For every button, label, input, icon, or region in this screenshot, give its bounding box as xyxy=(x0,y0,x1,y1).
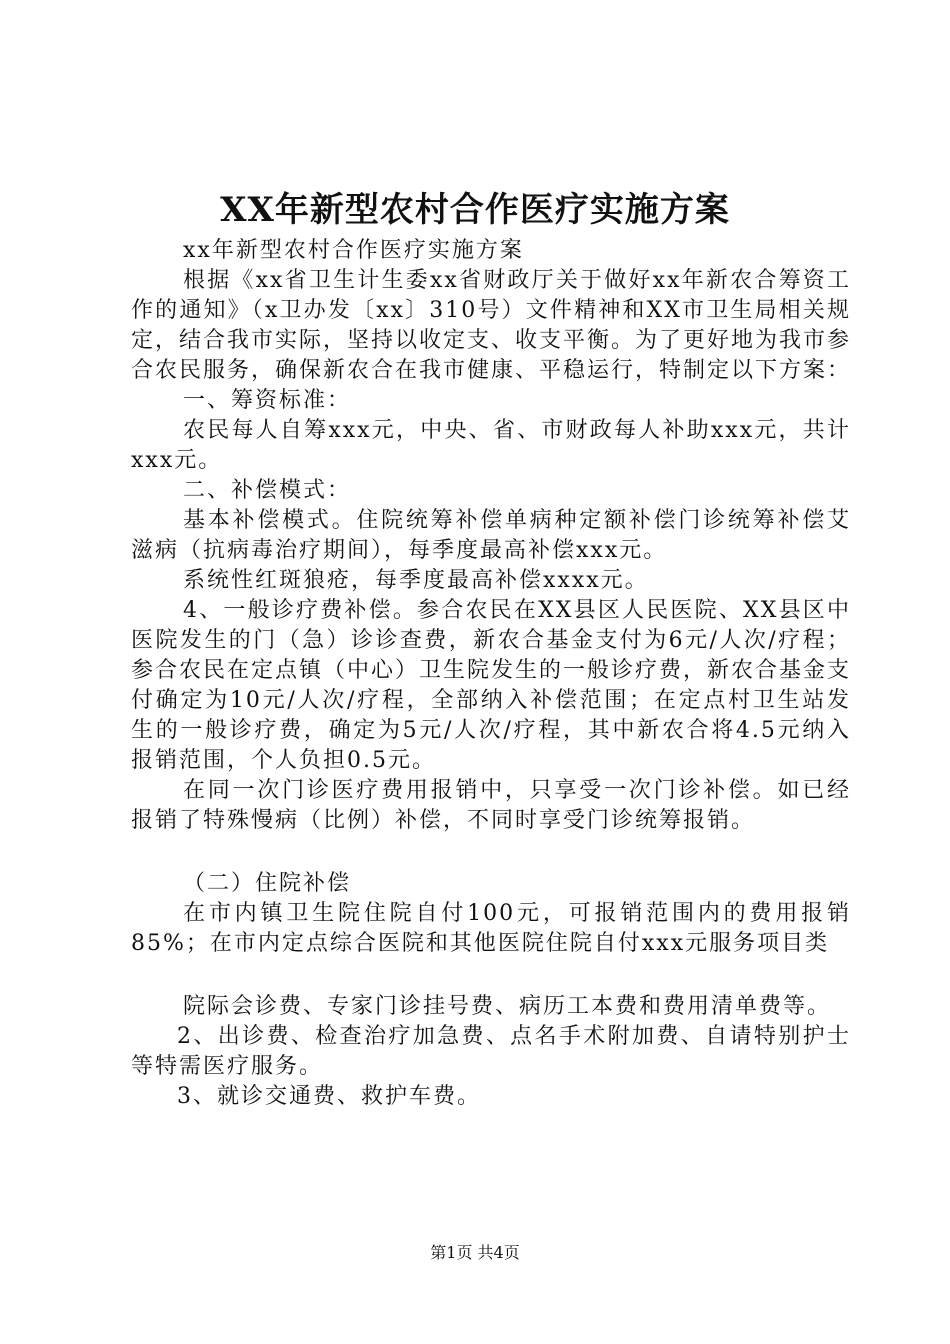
lupus-paragraph: 系统性红斑狼疮，每季度最高补偿xxxx元。 xyxy=(183,568,649,593)
inpatient-paragraph: 在市内镇卫生院住院自付100元，可报销范围内的费用报销85%；在市内定点综合医院和其他医院住院自付xxx元服务项目类 xyxy=(131,901,851,956)
page-number-footer: 第1页 共4页 xyxy=(430,1243,520,1262)
transport-fee-paragraph: 3、就诊交通费、救护车费。 xyxy=(177,1084,481,1109)
document-body xyxy=(131,236,851,1112)
general-fee-paragraph: 4、一般诊疗费补偿。参合农民在XX县区人民医院、XX县区中医院发生的门（急）诊诊查费，新农合基金支付为6元/人次/疗程；参合农民在定点镇（中心）卫生院发生的一般诊疗费，新农合基金支付确定为10元/人次/疗程，全部纳入补偿范围；在定点村卫生站发生的一般诊疗费，确定为5元/人次/疗程，其中新农合将4.5元纳入报销范围，个人负担0.5元。 xyxy=(131,598,852,773)
outpatient-rule-paragraph: 在同一次门诊医疗费用报销中，只享受一次门诊补偿。如已经报销了特殊慢病（比例）补偿，不同时享受门诊统筹报销。 xyxy=(131,778,851,833)
compensation-paragraph: 基本补偿模式。住院统筹补偿单病种定额补偿门诊统筹补偿艾滋病（抗病毒治疗期间），每季度最高补偿xxx元。 xyxy=(131,508,851,563)
consultation-fee-paragraph: 院际会诊费、专家门诊挂号费、病历工本费和费用清单费等。 xyxy=(183,994,832,1019)
section-heading-funding: 一、筹资标准： xyxy=(183,388,352,413)
section-heading-inpatient: （二）住院补偿 xyxy=(183,871,352,896)
funding-paragraph: 农民每人自筹xxx元，中央、省、市财政每人补助xxx元，共计xxx元。 xyxy=(131,418,851,473)
subtitle-paragraph: xx年新型农村合作医疗实施方案 xyxy=(183,238,524,263)
section-heading-compensation: 二、补偿模式： xyxy=(183,478,352,503)
intro-paragraph: 根据《xx省卫生计生委xx省财政厅关于做好xx年新农合筹资工作的通知》（x卫办发〔xx〕310号）文件精神和XX市卫生局相关规定，结合我市实际，坚持以收定支、收支平衡。为了更好地为我市参合农民服务，确保新农合在我市健康、平稳运行，特制定以下方案： xyxy=(131,268,852,383)
special-services-paragraph: 2、出诊费、检查治疗加急费、点名手术附加费、自请特别护士等特需医疗服务。 xyxy=(131,1024,851,1079)
document-title: XX年新型农村合作医疗实施方案 xyxy=(220,190,730,230)
